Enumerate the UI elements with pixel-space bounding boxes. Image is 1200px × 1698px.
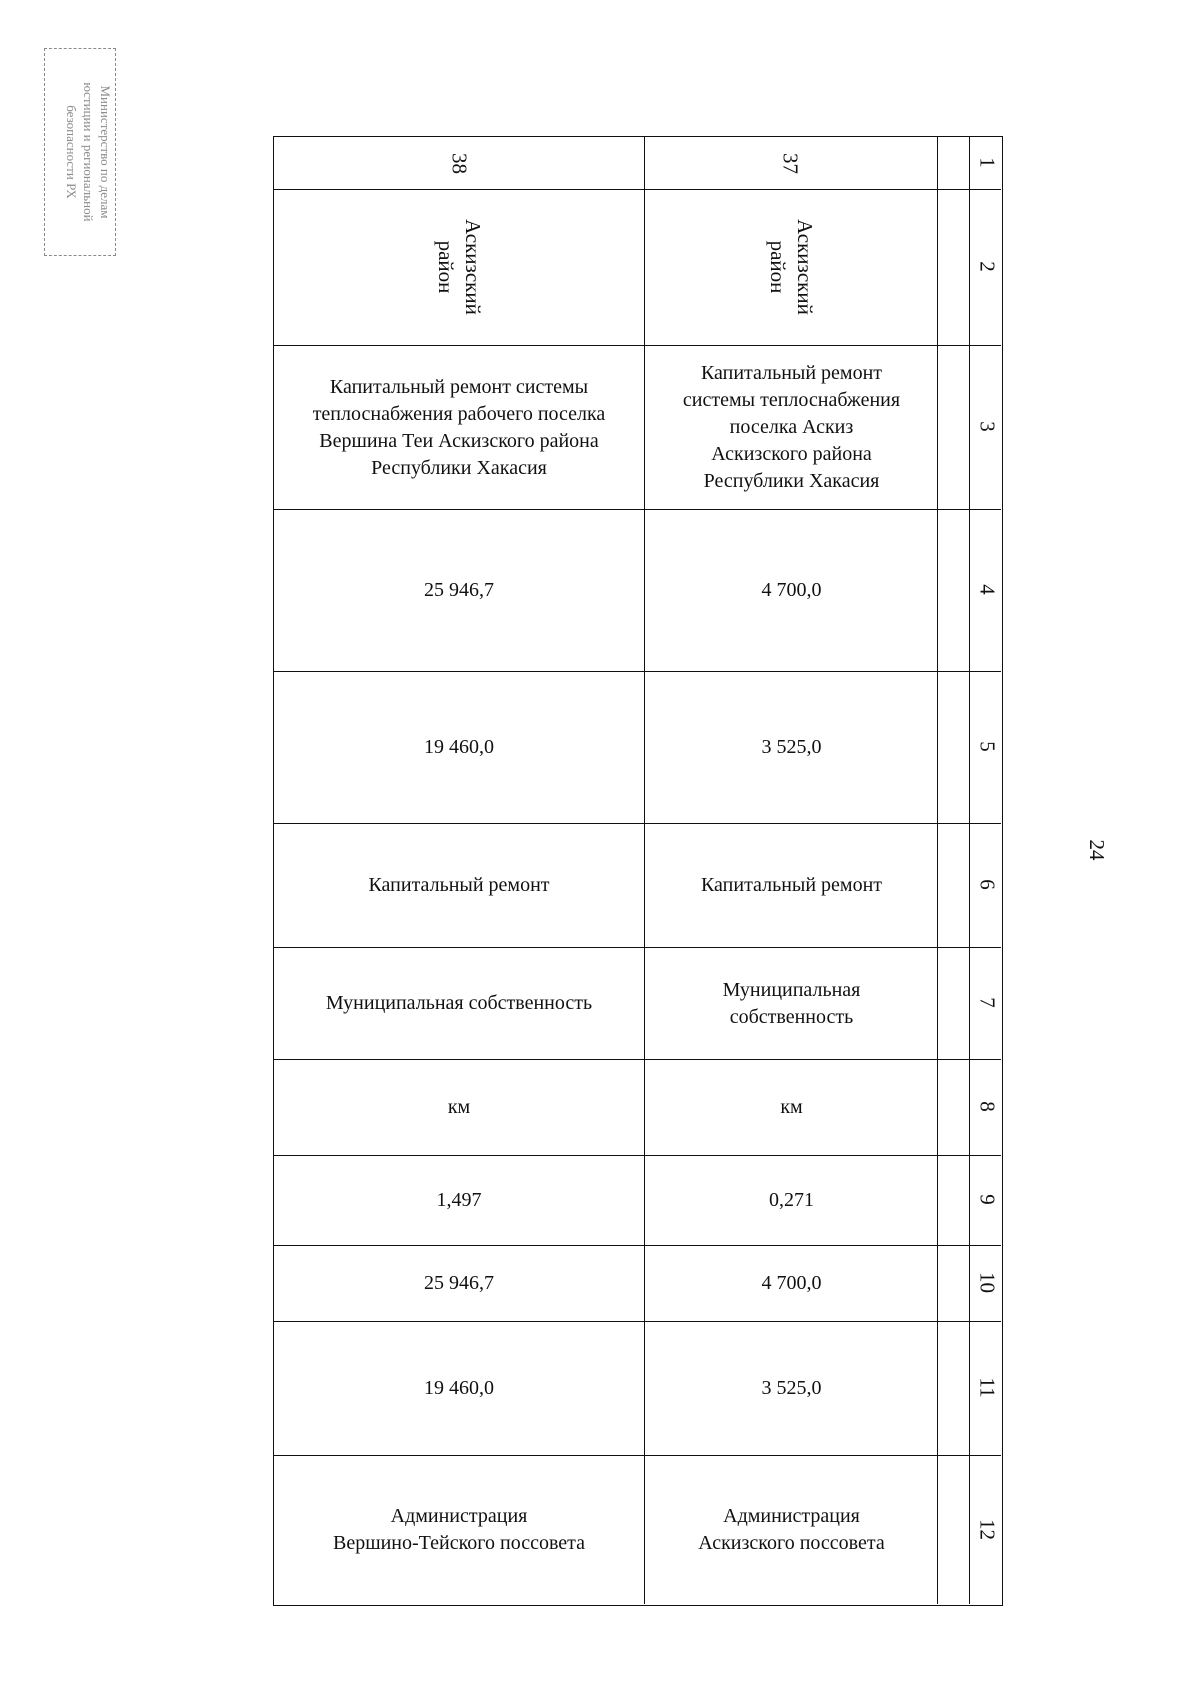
column-number: 7 xyxy=(975,997,1000,1008)
cost-subsidy-cell: 19 460,0 xyxy=(424,736,494,758)
customer-line: Вершино-Тейского поссовета xyxy=(332,1532,586,1554)
column-divider xyxy=(644,137,645,1604)
district-line: район xyxy=(766,240,790,294)
column-number: 11 xyxy=(975,1377,1000,1398)
financing-total-cell: 25 946,7 xyxy=(424,1272,494,1294)
stamp-line: безопасности РХ xyxy=(64,105,79,199)
financing-subsidy-cell: 19 460,0 xyxy=(424,1377,494,1399)
column-number: 9 xyxy=(975,1194,1000,1205)
page-number: 24 xyxy=(1085,839,1109,861)
cost-total-cell: 25 946,7 xyxy=(424,579,494,601)
district-line: район xyxy=(434,240,458,294)
district-cell xyxy=(764,212,818,322)
cost-subsidy-cell: 3 525,0 xyxy=(761,736,822,758)
column-number: 12 xyxy=(975,1519,1000,1540)
column-number: 8 xyxy=(975,1101,1000,1112)
column-number: 6 xyxy=(975,879,1000,890)
object-line: Аскизского района xyxy=(711,443,872,465)
row-number: 38 xyxy=(447,153,472,174)
unit-cell: км xyxy=(780,1096,803,1118)
stamp-line: Министерство по делам xyxy=(98,85,113,219)
customer-line: Администрация xyxy=(390,1505,528,1527)
column-number: 10 xyxy=(975,1272,1000,1293)
column-divider xyxy=(969,137,970,1604)
customer-cell xyxy=(646,1456,937,1604)
ownership-cell xyxy=(274,948,644,1059)
object-line: Капитальный ремонт xyxy=(700,362,883,384)
district-cell xyxy=(432,212,486,322)
customer-line: Аскизского поссовета xyxy=(698,1532,885,1554)
column-number: 2 xyxy=(975,261,1000,272)
stamp-text xyxy=(46,50,114,254)
row-number: 37 xyxy=(778,153,803,174)
object-line: Республики Хакасия xyxy=(371,456,547,479)
work-type-cell: Капитальный ремонт xyxy=(700,874,883,896)
column-number: 3 xyxy=(975,421,1000,432)
district-line: Аскизский xyxy=(793,219,817,315)
customer-cell xyxy=(274,1456,644,1604)
object-line: Республики Хакасия xyxy=(703,470,880,492)
object-line: теплоснабжения рабочего поселка xyxy=(312,402,606,425)
object-line: Вершина Теи Аскизского района xyxy=(319,429,599,452)
capacity-cell: 0,271 xyxy=(769,1189,814,1211)
object-line: системы теплоснабжения xyxy=(682,389,901,411)
object-line: поселка Аскиз xyxy=(729,416,854,438)
ownership-line: Муниципальная собственность xyxy=(325,992,593,1014)
financing-subsidy-cell: 3 525,0 xyxy=(761,1377,822,1399)
district-line: Аскизский xyxy=(461,219,485,315)
ownership-cell xyxy=(646,948,937,1059)
row-divider xyxy=(274,189,1001,190)
capacity-cell: 1,497 xyxy=(436,1189,482,1211)
object-cell xyxy=(274,346,644,509)
column-number: 4 xyxy=(975,584,1000,595)
column-number: 1 xyxy=(975,157,1000,168)
cost-total-cell: 4 700,0 xyxy=(761,579,822,601)
ownership-line: Муниципальная xyxy=(722,978,861,1001)
stamp-line: юстиции и региональной xyxy=(81,82,96,222)
column-number: 5 xyxy=(975,741,1000,752)
object-line: Капитальный ремонт системы xyxy=(329,375,589,398)
object-cell xyxy=(646,346,937,509)
unit-cell: км xyxy=(447,1096,471,1118)
registration-stamp xyxy=(44,48,116,256)
data-table xyxy=(273,136,1003,1606)
column-divider xyxy=(937,137,938,1604)
customer-line: Администрация xyxy=(723,1505,860,1527)
work-type-cell: Капитальный ремонт xyxy=(368,874,550,896)
ownership-line: собственность xyxy=(729,1005,854,1028)
financing-total-cell: 4 700,0 xyxy=(761,1272,822,1294)
